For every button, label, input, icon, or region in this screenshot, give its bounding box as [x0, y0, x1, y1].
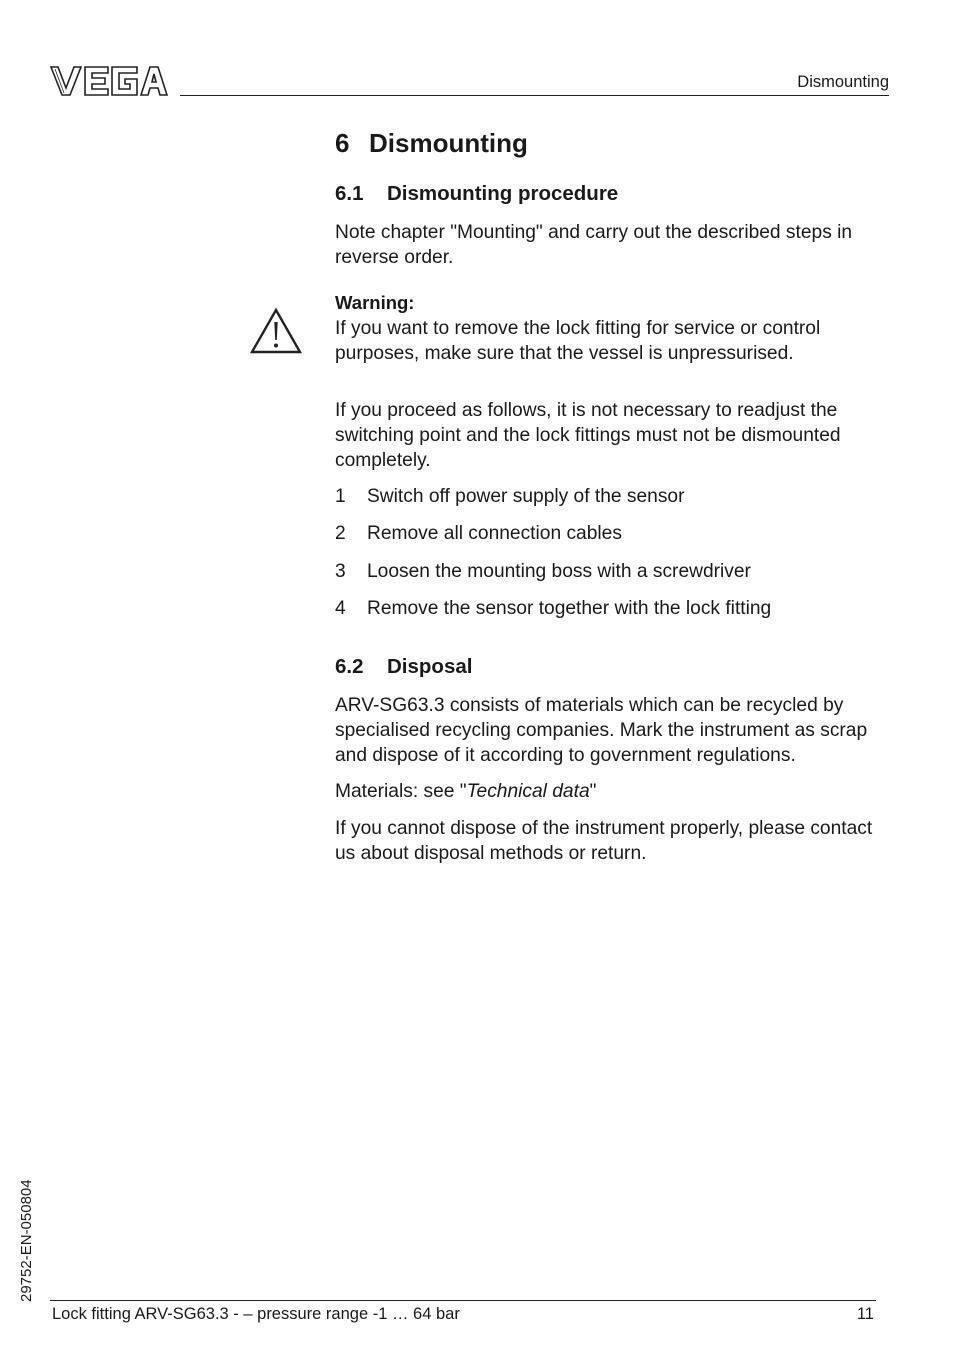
intro-paragraph: Note chapter "Mounting" and carry out the described steps in reverse order.	[335, 222, 853, 268]
header-section-title: Dismounting	[797, 73, 889, 91]
materials-suffix: "	[589, 781, 597, 802]
chapter-heading	[335, 128, 528, 159]
warning-triangle-icon	[249, 307, 303, 355]
warning-block	[335, 290, 895, 366]
step-text: Remove all connection cables	[367, 523, 622, 544]
step-text: Loosen the mounting boss with a screwdriver	[367, 561, 751, 582]
warning-title: Warning:	[335, 292, 415, 313]
step-number: 1	[335, 486, 346, 507]
footer-rule	[50, 1300, 876, 1301]
list-item	[335, 559, 751, 584]
procedure-paragraph: If you proceed as follows, it is not necessary to readjust the switching point and the lock fittings must not be dismounted completely.	[335, 400, 841, 471]
step-number: 4	[335, 598, 346, 619]
materials-prefix: Materials: see "	[335, 781, 467, 802]
list-item	[335, 596, 771, 621]
section-title: Dismounting procedure	[387, 182, 619, 205]
contact-paragraph: If you cannot dispose of the instrument properly, please contact us about disposal methods or return.	[335, 818, 873, 864]
chapter-title: Dismounting	[369, 128, 528, 158]
step-number: 3	[335, 561, 346, 582]
section-number: 6.2	[335, 655, 364, 678]
footer-title: Lock fitting ARV-SG63.3 - – pressure range -1 … 64 bar	[52, 1305, 460, 1323]
section-heading-dismounting-procedure	[335, 182, 618, 206]
materials-paragraph	[335, 779, 895, 804]
vega-logo	[50, 64, 168, 98]
technical-data-reference: Technical data	[466, 781, 590, 802]
step-number: 2	[335, 523, 346, 544]
list-item	[335, 484, 684, 509]
section-number: 6.1	[335, 182, 364, 205]
section-heading-disposal	[335, 655, 472, 679]
warning-text: If you want to remove the lock fitting for service or control purposes, make sure that the vessel is unpressurised.	[335, 318, 821, 364]
section-title: Disposal	[387, 655, 473, 678]
document-code: 29752-EN-050804	[18, 1179, 35, 1302]
disposal-paragraph: ARV-SG63.3 consists of materials which can be recycled by specialised recycling companies. Mark the instrument as scrap and dispose of it according to government regulations.	[335, 695, 868, 766]
chapter-number: 6	[335, 128, 350, 158]
page-number: 11	[856, 1305, 874, 1323]
list-item	[335, 521, 622, 546]
header-rule	[180, 95, 889, 96]
step-text: Remove the sensor together with the lock fitting	[367, 598, 772, 619]
step-text: Switch off power supply of the sensor	[367, 486, 685, 507]
